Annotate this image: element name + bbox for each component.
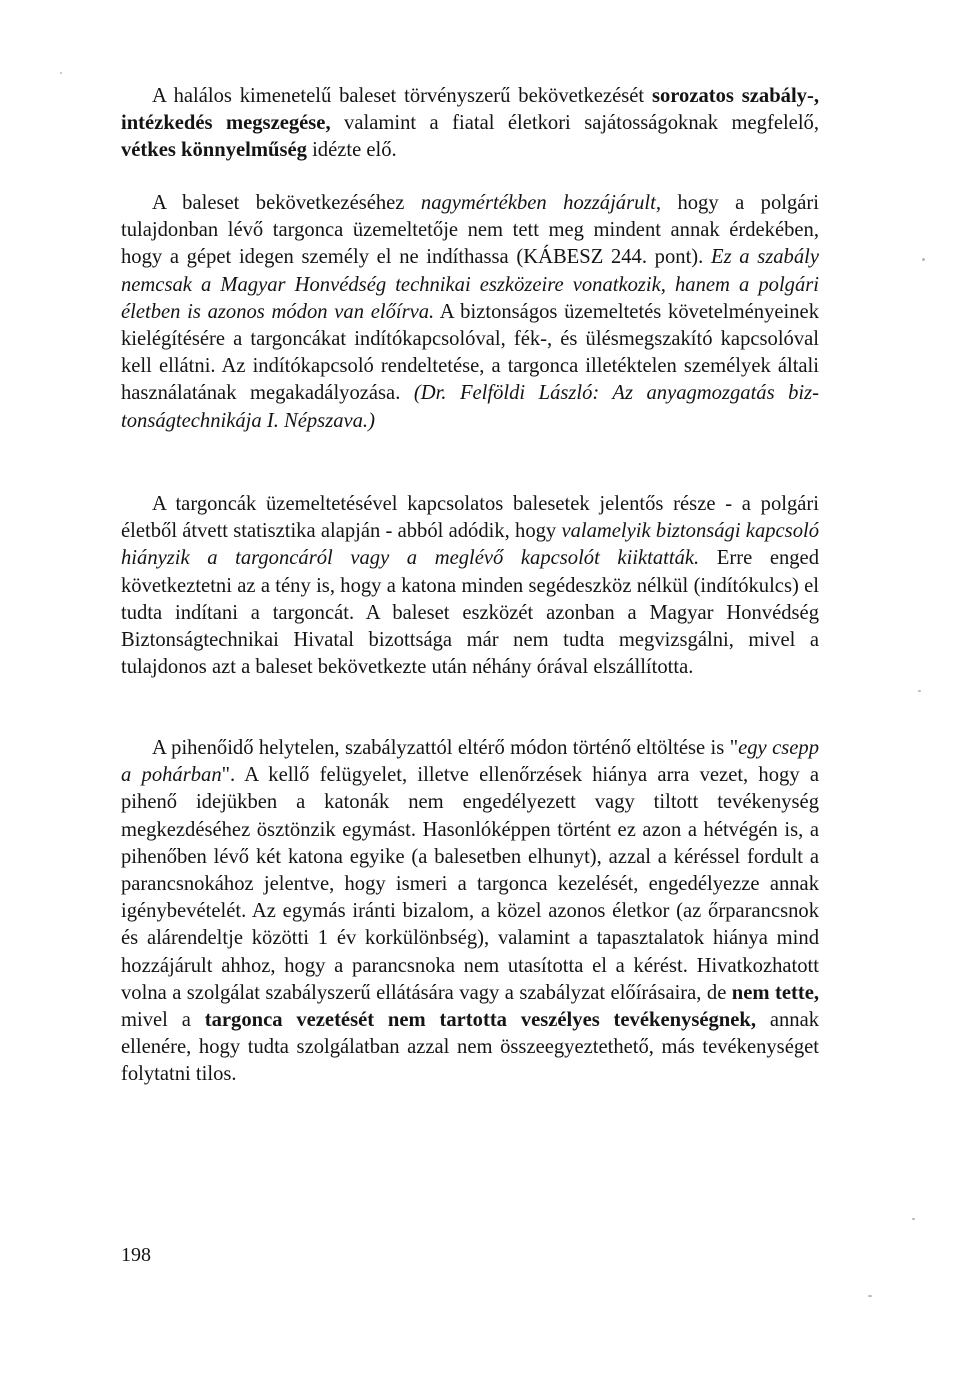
paragraph-1 <box>121 83 819 165</box>
paragraph-2 <box>121 190 819 435</box>
scan-speck <box>922 258 925 261</box>
paragraph-3 <box>121 491 819 681</box>
p4-run-6: annak ellenére, hogy tudta szolgálatban azzal nem összeegyeztethető, más tevékenységet folytatni tilos. <box>121 1009 820 1086</box>
scan-speck <box>918 690 921 692</box>
p3-run-0: A targoncák üzemeltetésével kapcsolatos balesetek jelentős része - a polgári életből átvett statisztika alapján - abból adódik, hogy <box>121 493 819 543</box>
p4-run-4: mivel a <box>121 1009 205 1032</box>
scan-speck <box>868 1295 872 1297</box>
p4-run-2: ". A kellő felügyelet, illetve ellenőrzések hiánya arra vezet, hogy a pihenő idejükben a katonák nem engedélyezett vagy tiltott tevékenység megkezdéséhez ösztönzik egymást. Hasonlóképpen történt ez azon a hétvégén is, a pihenőben lévő két katona egyike (a balesetben elhunyt), azzal a kéréssel fordult a parancsnokához jelentve, hogy ismeri a targonca kezelését, engedélyezze annak igénybevételét. Az egymás iránti bizalom, a közel azonos életkor (az őrparancsnok és alárendeltje közötti 1 év korkülönbség), valamint a tapasztalatok hiánya mind hozzájárult ahhoz, hogy a parancsnoka nem utasította el a kérést. Hivatkozhatott volna a szolgálat szabályszerű ellátására vagy a szabályzat előírásaira, de <box>121 764 819 1004</box>
p2-run-5: (Dr. Felföldi László: Az anyagmozgatás biztonságtechnikája I. Népszava.) <box>121 382 819 432</box>
p1-run-4: idézte elő. <box>306 139 397 162</box>
p3-run-1: valamelyik biztonsági kapcsoló hiányzik a targoncáról vagy a meglévő kapcsolót kiiktatták. <box>121 520 820 570</box>
p2-run-0: A baleset bekövetkezéséhez <box>152 192 421 214</box>
p1-run-0: A halálos kimenetelű baleset törvényszerű bekövetkezését <box>152 85 652 107</box>
p1-run-1: sorozatos szabály-, intézkedés megszegése, <box>121 85 819 135</box>
page-number: 198 <box>121 1244 151 1266</box>
p4-run-3: nem tette, <box>731 981 819 1004</box>
p3-run-2: Erre enged következtetni az a tény is, hogy a katona minden segédeszköz nélkül (indítókulcs) el tudta indítani a targoncát. A baleset eszközét azonban a Magyar Honvédség Biztonságtechnikai Hivatal bizottsága már nem tudta megvizsgálni, mivel a tulajdonos azt a baleset bekövetkezte után néhány órával elszállította. <box>121 547 819 679</box>
p2-run-1: nagymértékben hozzájárult, <box>420 192 661 214</box>
scan-speck <box>60 72 62 74</box>
p2-run-4: A biztonságos üzemeltetés követelményeinek kielégítésére a targoncákat indítókapcsolóval, fék-, és ülésmegszakító kapcsolóval kell ellátni. Az indítókapcsoló rendeltetése, a targonca illetéktelen személyek általi használatának megakadályozása. <box>121 300 819 405</box>
p1-run-3: vétkes könnyelműség <box>121 139 307 162</box>
p4-run-5: targonca vezetését nem tartotta veszélyes tevékenységnek, <box>204 1009 756 1032</box>
paragraph-4 <box>121 735 819 1089</box>
p4-run-1: egy csepp a pohárban <box>121 737 820 787</box>
p4-run-0: A pihenőidő helytelen, szabályzattól eltérő módon történő eltöltése is " <box>152 737 739 759</box>
scan-speck <box>912 1218 915 1220</box>
p1-run-2: valamint a fiatal életkori sajátosságoknak megfelelő, <box>330 112 819 135</box>
p2-run-2: hogy a polgári tulajdonban lévő targonca üzemeltetője nem tett meg mindent annak érdekében, hogy a gépet idegen személy el ne indíthassa (KÁBESZ 244. pont). <box>121 192 820 269</box>
p2-run-3: Ez a szabály nemcsak a Magyar Honvédség technikai eszközeire vonatkozik, hanem a polgári életben is azonos módon van előírva. <box>121 246 820 323</box>
